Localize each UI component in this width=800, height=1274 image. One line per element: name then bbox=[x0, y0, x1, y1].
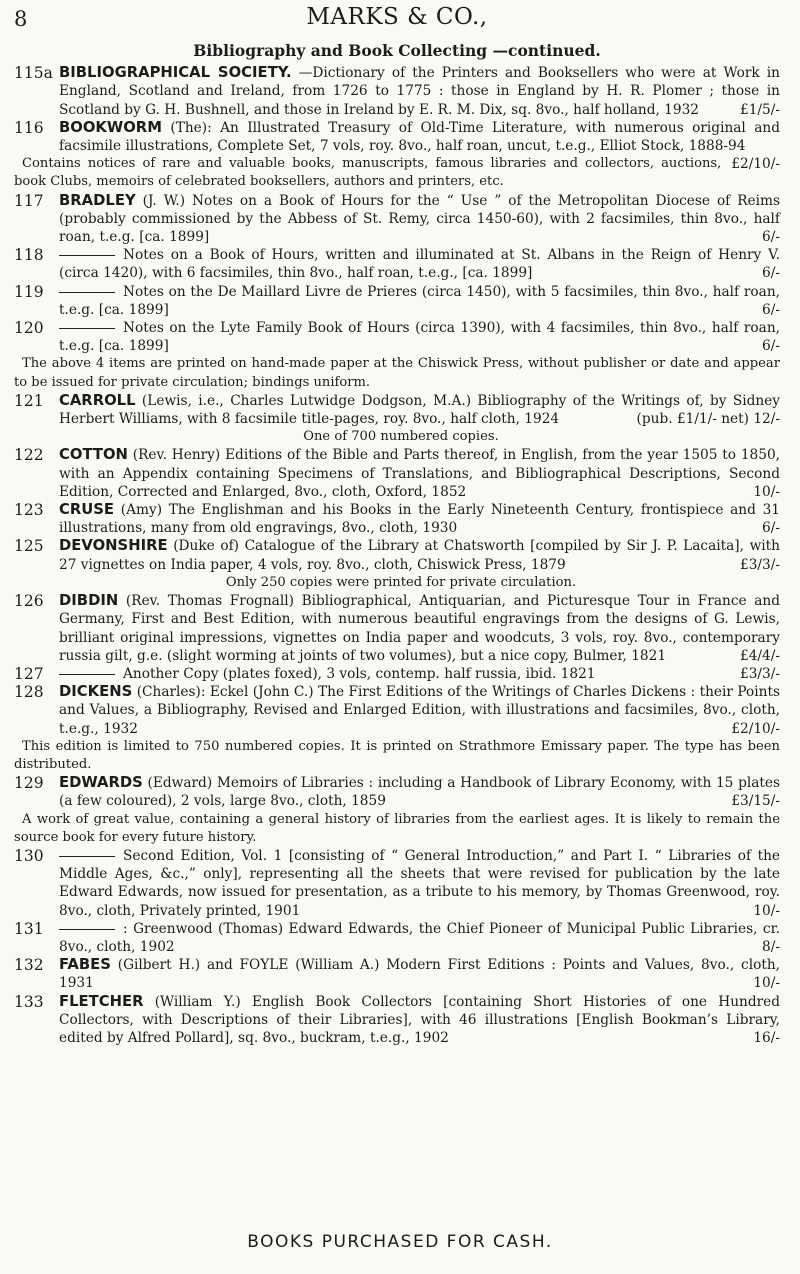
catalogue-entry bbox=[14, 847, 780, 920]
author-name: BOOKWORM bbox=[59, 118, 162, 136]
catalogue-entry bbox=[14, 246, 780, 282]
ditto-dash bbox=[59, 328, 115, 329]
author-name: DIBDIN bbox=[59, 592, 119, 610]
catalogue-entry bbox=[14, 683, 780, 738]
catalogue-entry bbox=[14, 392, 780, 428]
author-name: BRADLEY bbox=[59, 191, 136, 209]
ditto-dash bbox=[59, 856, 115, 857]
entry-price: £2/10/- bbox=[731, 156, 780, 173]
entry-description: Notes on the Lyte Family Book of Hours (circa 1390), with 4 facsimiles, thin 8vo., half roan, t.e.g. [ca. 1899] bbox=[59, 320, 780, 355]
entry-description: —Dictionary of the Printers and Booksellers who were at Work in England, Scotland and Ireland, from 1726 to 1775 : those in England by H. R. Plomer ; those in Scotland by G. H. Bushnell, and those in Ireland by E. R. M. Dix, sq. 8vo., half holland, 1932 bbox=[59, 65, 780, 118]
lot-number: 132 bbox=[14, 956, 44, 975]
catalogue-entry bbox=[14, 774, 780, 810]
lot-number: 131 bbox=[14, 919, 44, 938]
catalogue-entry bbox=[14, 501, 780, 537]
lot-number: 129 bbox=[14, 774, 44, 793]
catalogue-entry bbox=[14, 446, 780, 501]
page-footer: BOOKS PURCHASED FOR CASH. bbox=[247, 1232, 553, 1252]
entry-price: (pub. £1/1/- net) 12/- bbox=[636, 411, 780, 428]
lot-number: 119 bbox=[14, 282, 44, 301]
entry-price: £3/3/- bbox=[740, 556, 780, 573]
catalogue-entry bbox=[14, 993, 780, 1048]
entry-description: : Greenwood (Thomas) Edward Edwards, the Chief Pioneer of Municipal Public Libraries, cr. 8vo., cloth, 1902 bbox=[59, 920, 780, 955]
lot-number: 121 bbox=[14, 391, 44, 410]
catalogue-entry bbox=[14, 592, 780, 665]
entry-price: 10/- bbox=[753, 483, 780, 500]
lot-number: 120 bbox=[14, 319, 44, 338]
author-name: DICKENS bbox=[59, 683, 133, 701]
entry-price: 6/- bbox=[762, 338, 780, 355]
lot-number: 115a bbox=[14, 64, 53, 83]
entry-description: (Gilbert H.) and FOYLE (William A.) Modern First Editions : Points and Values, 8vo., cloth, 1931 bbox=[59, 957, 780, 992]
lot-number: 128 bbox=[14, 683, 44, 702]
entry-price: 6/- bbox=[762, 229, 780, 246]
entry-note: This edition is limited to 750 numbered copies. It is printed on Strathmore Emissary paper. The type has been distributed. bbox=[14, 738, 780, 772]
entry-description: (Amy) The Englishman and his Books in the Early Nineteenth Century, frontispiece and 31 illustrations, many from old engravings, 8vo., cloth, 1930 bbox=[59, 502, 780, 537]
page-number: 8 bbox=[14, 7, 28, 31]
entry-description: Notes on the De Maillard Livre de Prieres (circa 1450), with 5 facsimiles, thin 8vo., half roan, t.e.g. [ca. 1899] bbox=[59, 283, 780, 318]
catalogue-entry bbox=[14, 64, 780, 119]
entry-price: 6/- bbox=[762, 301, 780, 318]
entry-description: (Edward) Memoirs of Libraries : including a Handbook of Library Economy, with 15 plates (a few coloured), 2 vols, large 8vo., cloth, 1859 bbox=[59, 775, 780, 810]
entry-price: 10/- bbox=[753, 902, 780, 919]
entry-price: 10/- bbox=[753, 975, 780, 992]
entry-price: 6/- bbox=[762, 520, 780, 537]
entry-note: One of 700 numbered copies. bbox=[303, 429, 499, 445]
ditto-dash bbox=[59, 292, 115, 293]
author-name: CARROLL bbox=[59, 391, 136, 409]
lot-number: 123 bbox=[14, 501, 44, 520]
entry-price: 8/- bbox=[762, 938, 780, 955]
entry-description: (Rev. Henry) Editions of the Bible and Parts thereof, in English, from the year 1505 to 1850, with an Appendix containing Specimens of Translations, and Bibliographical Descriptions, Second Edition, Corrected and Enlarged, 8vo., cloth, Oxford, 1852 bbox=[59, 447, 781, 500]
entry-price: 6/- bbox=[762, 265, 780, 282]
entry-description: (The): An Illustrated Treasury of Old-Time Literature, with numerous original and facsimile illustrations, Complete Set, 7 vols, roy. 8vo., half roan, uncut, t.e.g., Elliot Stock, 1888-94 bbox=[59, 119, 780, 155]
entry-note: A work of great value, containing a general history of libraries from the earliest ages. It is likely to remain the source book for every future history. bbox=[14, 811, 780, 845]
lot-number: 116 bbox=[14, 118, 44, 137]
lot-number: 117 bbox=[14, 191, 44, 210]
entry-price: £4/4/- bbox=[740, 647, 780, 664]
section-heading: Bibliography and Book Collecting —continued. bbox=[193, 41, 601, 60]
entry-price: £3/15/- bbox=[731, 793, 780, 810]
entry-note: Only 250 copies were printed for private circulation. bbox=[225, 574, 577, 590]
catalogue-entry bbox=[14, 192, 780, 247]
entry-description: (Rev. Thomas Frognall) Bibliographical, Antiquarian, and Picturesque Tour in France and Germany, First and Best Edition, with numerous beautiful engravings from the designs of G. Lewis, brilliant original impressions, vignettes on India paper and woodcuts, 3 vols, roy. 8vo., contemporary russia gilt, g.e. (slight worming at joints of two volumes), but a nice copy, Bulmer, 1821 bbox=[59, 593, 780, 664]
entry-description: (Duke of) Catalogue of the Library at Chatsworth [compiled by Sir J. P. Lacaita], with 27 vignettes on India paper, 4 vols, roy. 8vo., cloth, Chiswick Press, 1879 bbox=[59, 538, 780, 573]
entry-description: (William Y.) English Book Collectors [containing Short Histories of one Hundred Collectors, with Descriptions of their Libraries], with 46 illustrations [English Bookman’s Library, edited by Alfred Pollard], sq. 8vo., buckram, t.e.g., 1902 bbox=[59, 993, 780, 1046]
entry-description: Second Edition, Vol. 1 [consisting of “ General Introduction,” and Part I. “ Libraries of the Middle Ages, &c.,” only], representing all the sheets that were revised for publication by the late Edward Edwards, now issued for presentation, as a tribute to his memory, by Thomas Greenwood, roy. 8vo., cloth, Privately printed, 1901 bbox=[59, 847, 780, 919]
catalogue-entry bbox=[14, 537, 780, 573]
ditto-dash bbox=[59, 929, 115, 930]
catalogue-entries bbox=[14, 64, 780, 1047]
entry-description: Another Copy (plates foxed), 3 vols, contemp. half russia, ibid. 1821 bbox=[123, 665, 596, 682]
firm-name: MARKS & CO., bbox=[306, 4, 488, 30]
catalogue-entry bbox=[14, 956, 780, 992]
catalogue-entry bbox=[14, 283, 780, 319]
lot-number: 122 bbox=[14, 446, 44, 465]
entry-price: 16/- bbox=[753, 1029, 780, 1046]
entry-price: £3/3/- bbox=[740, 665, 780, 682]
catalogue-entry bbox=[14, 665, 780, 683]
entry-note: The above 4 items are printed on hand-made paper at the Chiswick Press, without publisher or date and appear to be issued for private circulation; bindings uniform. bbox=[14, 356, 780, 390]
author-name: BIBLIOGRAPHICAL SOCIETY. bbox=[59, 64, 292, 82]
entry-description: Notes on a Book of Hours, written and illuminated at St. Albans in the Reign of Henry V. (circa 1420), with 6 facsimiles, thin 8vo., half roan, t.e.g., [ca. 1899] bbox=[59, 247, 780, 282]
lot-number: 130 bbox=[14, 846, 44, 865]
lot-number: 133 bbox=[14, 992, 44, 1011]
entry-price: £1/5/- bbox=[740, 101, 780, 118]
lot-number: 118 bbox=[14, 246, 44, 265]
entry-description: (Charles): Eckel (John C.) The First Editions of the Writings of Charles Dickens : their Points and Values, a Bibliography, Revised and Enlarged Edition, with illustrations and facsimiles, 8vo., cloth, t.e.g., 1932 bbox=[59, 684, 780, 737]
catalogue-entry bbox=[14, 920, 780, 956]
entry-description: (Lewis, i.e., Charles Lutwidge Dodgson, M.A.) Bibliography of the Writings of, by Sidney Herbert Williams, with 8 facsimile title-pages, roy. 8vo., half cloth, 1924 bbox=[59, 392, 780, 428]
lot-number: 125 bbox=[14, 537, 44, 556]
entry-description: (J. W.) Notes on a Book of Hours for the “ Use ” of the Metropolitan Diocese of Reims (probably commissioned by the Abbess of St. Remy, circa 1450-60), with 2 facsimiles, thin 8vo., half roan, t.e.g. [ca. 1899] bbox=[59, 192, 780, 246]
author-name: EDWARDS bbox=[59, 774, 143, 792]
entry-note: Contains notices of rare and valuable books, manuscripts, famous libraries and collectors, auctions, book Clubs, memoirs of celebrated booksellers, authors and printers, etc. bbox=[14, 156, 722, 190]
ditto-dash bbox=[59, 674, 115, 675]
lot-number: 127 bbox=[14, 664, 44, 683]
ditto-dash bbox=[59, 255, 115, 256]
lot-number: 126 bbox=[14, 592, 44, 611]
author-name: FABES bbox=[59, 956, 111, 974]
author-name: CRUSE bbox=[59, 501, 115, 519]
author-name: COTTON bbox=[59, 446, 128, 464]
author-name: FLETCHER bbox=[59, 992, 144, 1010]
catalogue-entry bbox=[14, 319, 780, 355]
entry-price: £2/10/- bbox=[731, 720, 780, 737]
page-header bbox=[14, 4, 780, 40]
author-name: DEVONSHIRE bbox=[59, 537, 168, 555]
